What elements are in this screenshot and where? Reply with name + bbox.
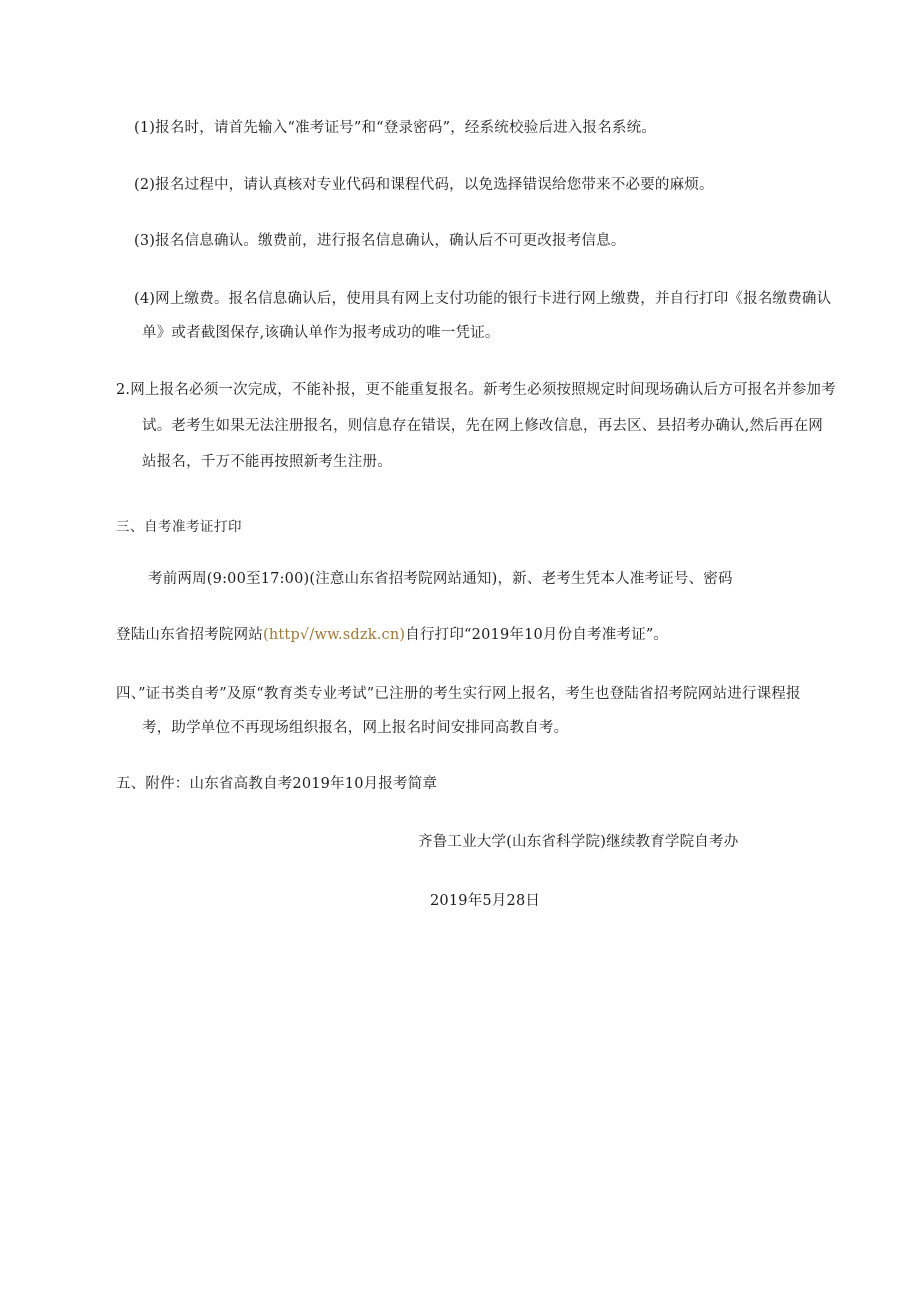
para-2-suffix: 自行打印“2019年10月份自考准考证”。 <box>405 627 669 643</box>
step-2: (2)报名过程中，请认真核对专业代码和课程代码，以免选择错误给您带来不必要的麻烦。 <box>134 177 714 193</box>
para-2-prefix: 登陆山东省招考院网站 <box>116 627 263 643</box>
item-2-line-1: 2.网上报名必须一次完成，不能补报，更不能重复报名。新考生必须按照规定时间现场确认后方可报名并参加考 <box>116 382 836 398</box>
section-3-para-1: 考前两周(9:00至17:00)(注意山东省招考院网站通知)，新、老考生凭本人准考证号、密码 <box>148 571 733 587</box>
step-1: (1)报名时，请首先输入“准考证号”和“登录密码”，经系统校验后进入报名系统。 <box>134 120 656 136</box>
step-4-line-2: 单》或者截图保存,该确认单作为报考成功的唯一凭证。 <box>142 325 500 341</box>
section-3-para-2 <box>116 625 668 645</box>
section-3-heading: 三、自考准考证打印 <box>116 519 242 535</box>
website-link[interactable]: (http√/ww.sdzk.cn) <box>263 627 406 643</box>
step-4-line-1: (4)网上缴费。报名信息确认后，使用具有网上支付功能的银行卡进行网上缴费，并自行打印《报名缴费确认 <box>134 291 832 307</box>
signature-date: 2019年5月28日 <box>430 893 541 909</box>
item-2-line-3: 站报名，千万不能再按照新考生注册。 <box>142 454 392 470</box>
step-3: (3)报名信息确认。缴费前，进行报名信息确认，确认后不可更改报考信息。 <box>134 233 626 249</box>
signature-org: 齐鲁工业大学(山东省科学院)继续教育学院自考办 <box>418 834 739 850</box>
section-4-line-1: 四、”证书类自考”及原“教育类专业考试”已注册的考生实行网上报名，考生也登陆省招考院网站进行课程报 <box>116 686 801 702</box>
section-5: 五、附件：山东省高教自考2019年10月报考简章 <box>116 776 438 792</box>
section-4-line-2: 考，助学单位不再现场组织报名，网上报名时间安排同高教自考。 <box>142 720 569 736</box>
item-2-line-2: 试。老考生如果无法注册报名，则信息存在错误，先在网上修改信息，再去区、县招考办确认,然后再在网 <box>142 418 824 434</box>
